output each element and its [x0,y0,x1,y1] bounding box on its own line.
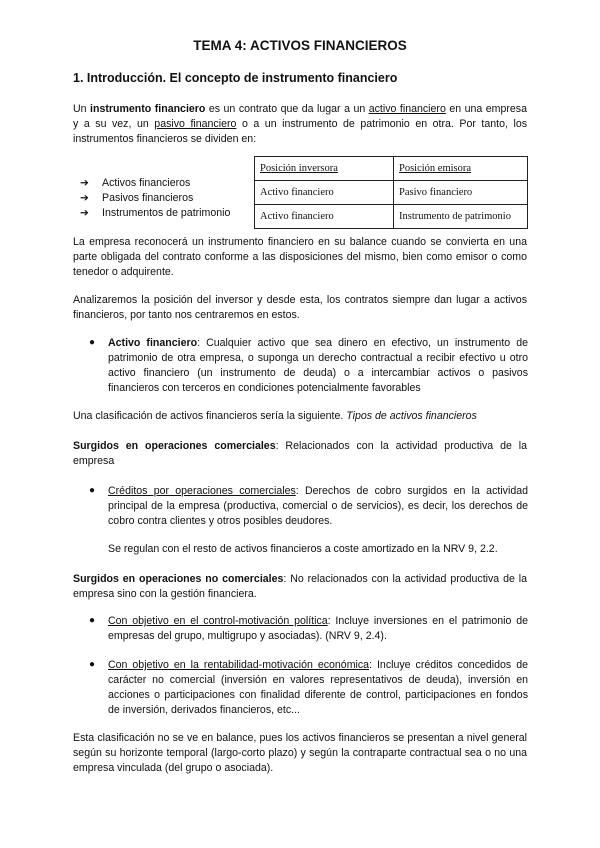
classification-text: Una clasificación de activos financieros sería la siguiente. [73,410,347,422]
list-item [80,176,230,191]
classification-italic: Tipos de activos financieros [346,410,477,422]
commercial-text: : Relacionados con la actividad productiva de la empresa [73,440,527,467]
classification-paragraph [73,409,527,424]
table-header-cell: Posición inversora [255,157,394,181]
non-commercial-text: : No relacionados con la actividad productiva de la empresa sino con la gestión financiera. [73,573,527,600]
recognition-paragraph: La empresa reconocerá un instrumento financiero en su balance cuando se convierta en una parte obligada del contrato conforme a las disposiciones del mismo, bien como emisor o como tenedor o adquirente. [73,236,527,278]
non-commercial-paragraph [73,572,527,602]
list-item [80,206,230,221]
table-header-cell: Posición emisora [394,157,528,181]
page-title: TEMA 4: ACTIVOS FINANCIEROS [193,38,407,53]
bullet-underlined-term: Con objetivo en el control-motivación política [108,615,328,627]
table-cell: Instrumento de patrimonio [394,205,528,229]
arrow-icon: ➔ [80,207,89,219]
profitability-bullet [108,658,528,718]
activo-definition-bullet [108,336,528,396]
bullet-icon: ● [89,659,96,670]
bullet-icon: ● [89,485,96,496]
bullet-text: : Derechos de cobro surgidos en la actividad principal de la empresa (productiva, comercial o de servicios), es decir, los derechos de cobro contra clientes y otros posibles deudores. [108,485,528,527]
commercial-paragraph [73,439,527,469]
bullet-bold-term: Activo financiero [108,337,198,349]
intro-text: o a un instrumento de patrimonio en otra. Por tanto, los instrumentos financieros se dividen en: [73,118,528,145]
commercial-bold-term: Surgidos en operaciones comerciales [73,440,276,452]
intro-text: Un [73,103,91,115]
list-item-label: Pasivos financieros [102,192,194,204]
list-item-label: Activos financieros [102,177,191,189]
instrument-type-list [80,176,230,221]
intro-text: en una empresa y a su vez, un [73,103,527,130]
arrow-icon: ➔ [80,192,89,204]
table-row [255,181,528,205]
list-item-label: Instrumentos de patrimonio [102,207,231,219]
bullet-icon: ● [89,615,96,626]
final-paragraph: Esta clasificación no se ve en balance, pues los activos financieros se presentan a nivel general según su horizonte temporal (largo-corto plazo) y según la contraparte contractual sea o no una empresa vinculada (del grupo o asociada). [73,732,527,774]
intro-paragraph [73,102,527,147]
intro-underlined-term: activo financiero [368,103,446,115]
control-bullet [108,614,528,644]
bullet-text: : Incluye inversiones en el patrimonio de empresas del grupo, multigrupo y asociadas). (NRV 9, 2.4). [108,615,528,642]
intro-underlined-term: pasivo financiero [154,118,237,130]
list-item [80,191,230,206]
section-heading: 1. Introducción. El concepto de instrumento financiero [73,71,398,85]
table-cell: Activo financiero [255,181,394,205]
arrow-icon: ➔ [80,177,89,189]
table-cell: Pasivo financiero [394,181,528,205]
bullet-underlined-term: Créditos por operaciones comerciales [108,485,296,497]
table-header-row [255,157,528,181]
bullet-text: : Cualquier activo que sea dinero en efectivo, un instrumento de patrimonio de otra empresa, o suponga un derecho contractual a recibir efectivo u otro activo financiero (un instrumento de deuda) o a intercambiar activos o pasivos financieros con terceros en condiciones potencialmente favorables [108,337,529,394]
bullet-icon: ● [89,337,96,348]
non-commercial-bold-term: Surgidos en operaciones no comerciales [73,573,284,585]
table-cell: Activo financiero [255,205,394,229]
bullet-underlined-term: Con objetivo en la rentabilidad-motivación económica [108,659,370,671]
table-row [255,205,528,229]
investor-paragraph: Analizaremos la posición del inversor y desde esta, los contratos siempre dan lugar a activos financieros, por tanto nos centraremos en estos. [73,294,527,321]
bullet-text: : Incluye créditos concedidos de carácter no comercial (inversión en valores representativos de deuda), inversión en acciones o participaciones con finalidad diferente de control, participaciones en fondos de inversión, derivados financieros, etc... [108,659,528,716]
credits-bullet [108,484,528,529]
position-table [254,156,528,229]
credits-note: Se regulan con el resto de activos financieros a coste amortizado en la NRV 9, 2.2. [108,543,498,555]
intro-bold-term: instrumento financiero [90,103,206,115]
intro-text: es un contrato que da lugar a un [205,103,369,115]
